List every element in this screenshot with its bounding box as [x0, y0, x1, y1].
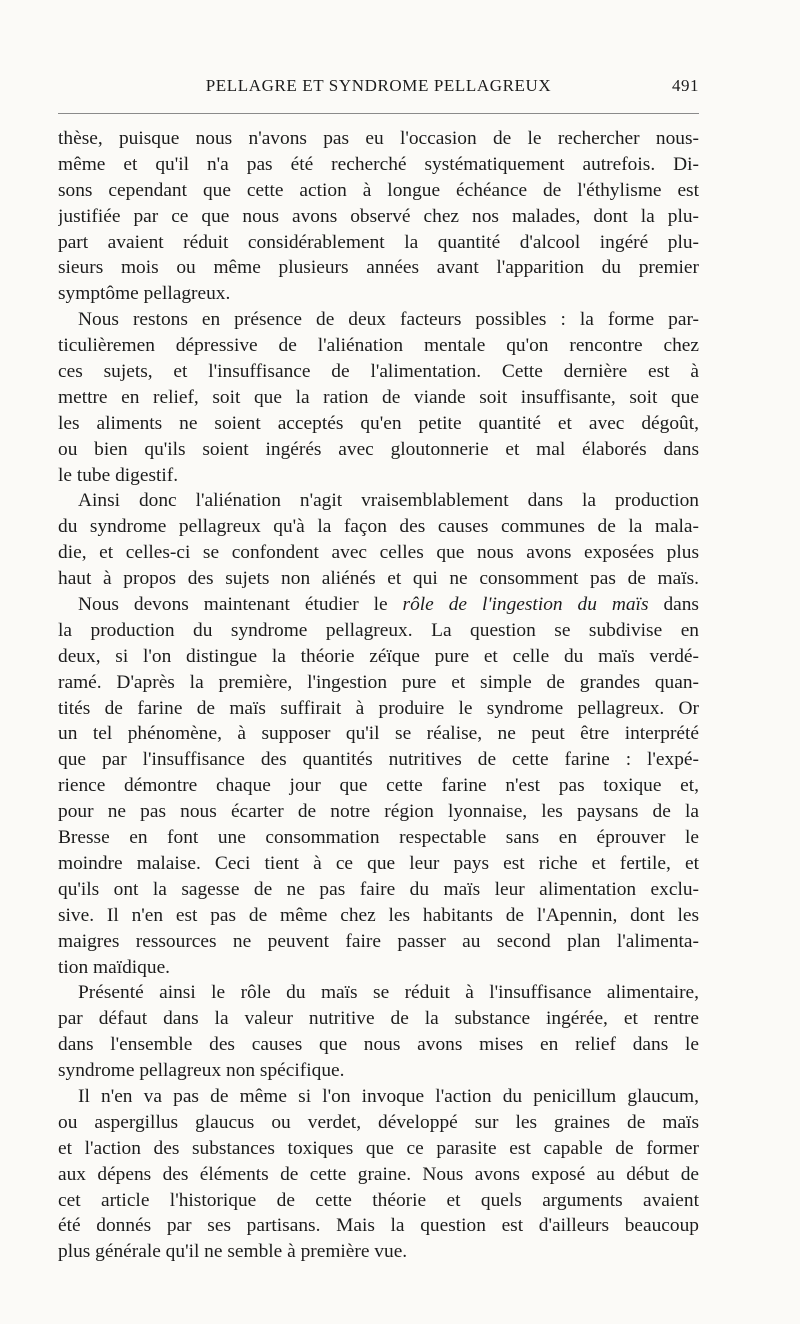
- text-line: du syndrome pellagreux qu'à la façon des causes communes de la mala-: [58, 516, 699, 538]
- text-line: un tel phénomène, à supposer qu'il se réalise, ne peut être interprété: [58, 723, 699, 745]
- header-rule: [58, 113, 699, 114]
- text-line: justifiée par ce que nous avons observé chez nos malades, dont la plu-: [58, 205, 699, 227]
- italic-phrase: rôle de l'ingestion du maïs: [402, 594, 649, 616]
- text-line: Il n'en va pas de même si l'on invoque l'action du penicillum glaucum,: [78, 1085, 699, 1107]
- text-line: tion maïdique.: [58, 956, 171, 978]
- text-line: haut à propos des sujets non aliénés et qui ne consomment pas de maïs.: [58, 568, 699, 590]
- page-header: [58, 74, 699, 100]
- text-line: par défaut dans la valeur nutritive de la substance ingérée, et rentre: [58, 1008, 699, 1030]
- text-line: pour ne pas nous écarter de notre région lyonnaise, les paysans de la: [58, 801, 699, 823]
- text-line: ramé. D'après la première, l'ingestion pure et simple de grandes quan-: [58, 671, 699, 693]
- page-number: 491: [672, 76, 699, 95]
- text-line: la production du syndrome pellagreux. La question se subdivise en: [58, 619, 699, 641]
- text-line: et l'action des substances toxiques que ce parasite est capable de former: [58, 1137, 699, 1159]
- text-line: Présenté ainsi le rôle du maïs se réduit à l'insuffisance alimentaire,: [78, 982, 699, 1004]
- text-line: part avaient réduit considérablement la quantité d'alcool ingéré plu-: [58, 231, 699, 253]
- text-line: le tube digestif.: [58, 464, 179, 486]
- text-line: cet article l'historique de cette théorie et quels arguments avaient: [58, 1189, 699, 1211]
- text-line: que par l'insuffisance des quantités nutritives de cette farine : l'expé-: [58, 749, 699, 771]
- text-line: sieurs mois ou même plusieurs années avant l'apparition du premier: [58, 257, 699, 279]
- text-line: ces sujets, et l'insuffisance de l'alimentation. Cette dernière est à: [58, 361, 699, 383]
- text-run: dans: [648, 594, 699, 616]
- text-line: même et qu'il n'a pas été recherché systématiquement autrefois. Di-: [58, 153, 699, 175]
- text-run: Nous devons maintenant étudier le: [78, 594, 403, 616]
- text-line: sive. Il n'en est pas de même chez les habitants de l'Apennin, dont les: [58, 904, 699, 926]
- text-line: plus générale qu'il ne semble à première vue.: [58, 1241, 408, 1263]
- text-line: thèse, puisque nous n'avons pas eu l'occasion de le rechercher nous-: [58, 128, 699, 149]
- text-line: syndrome pellagreux non spécifique.: [58, 1060, 345, 1082]
- text-line: ou aspergillus glaucus ou verdet, développé sur les graines de maïs: [58, 1111, 699, 1133]
- text-line: mettre en relief, soit que la ration de viande soit insuffisante, soit que: [58, 386, 699, 408]
- text-line: moindre malaise. Ceci tient à ce que leur pays est riche et fertile, et: [58, 852, 699, 874]
- text-line: aux dépens des éléments de cette graine. Nous avons exposé au début de: [58, 1163, 699, 1185]
- text-line: les aliments ne soient acceptés qu'en petite quantité et avec dégoût,: [58, 412, 699, 434]
- text-line: ticulièremen dépressive de l'aliénation mentale qu'on rencontre chez: [58, 335, 699, 357]
- text-line: Bresse en font une consommation respectable sans en éprouver le: [58, 827, 699, 849]
- text-line: qu'ils ont la sagesse de ne pas faire du maïs leur alimentation exclu-: [58, 878, 699, 900]
- text-line: tités de farine de maïs suffirait à produire le syndrome pellagreux. Or: [58, 697, 699, 719]
- body-text: [58, 126, 699, 1265]
- text-line: Nous restons en présence de deux facteurs possibles : la forme par-: [78, 309, 699, 331]
- text-line: dans l'ensemble des causes que nous avons mises en relief dans le: [58, 1034, 699, 1056]
- text-line: ou bien qu'ils soient ingérés avec gloutonnerie et mal élaborés dans: [58, 438, 699, 460]
- text-line: été donnés par ses partisans. Mais la question est d'ailleurs beaucoup: [58, 1215, 699, 1237]
- text-line-with-italic: [58, 592, 699, 618]
- text-line: maigres ressources ne peuvent faire passer au second plan l'alimenta-: [58, 930, 699, 952]
- text-line: Ainsi donc l'aliénation n'agit vraisemblablement dans la production: [78, 490, 699, 512]
- running-title: PELLAGRE ET SYNDROME PELLAGREUX: [205, 76, 552, 95]
- text-line: die, et celles-ci se confondent avec celles que nous avons exposées plus: [58, 542, 699, 564]
- text-line: symptôme pellagreux.: [58, 283, 231, 305]
- text-line: rience démontre chaque jour que cette farine n'est pas toxique et,: [58, 775, 699, 797]
- text-line: deux, si l'on distingue la théorie zéïque pure et celle du maïs verdé-: [58, 645, 699, 667]
- text-line: sons cependant que cette action à longue échéance de l'éthylisme est: [58, 179, 699, 201]
